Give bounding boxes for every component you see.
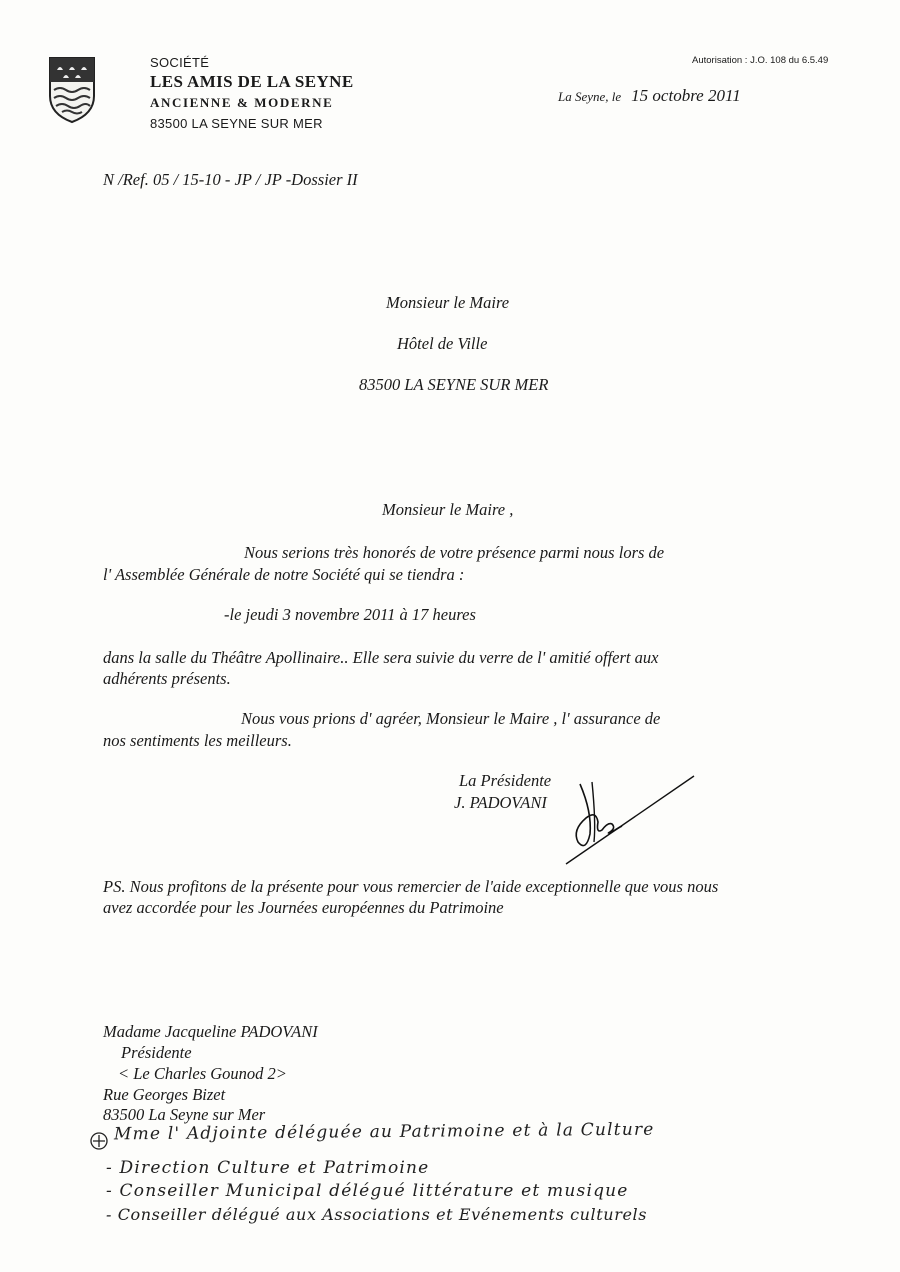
letterhead-name: LES AMIS DE LA SEYNE [150, 72, 354, 91]
sender-line4: Rue Georges Bizet [103, 1085, 226, 1104]
recipient-line3: 83500 LA SEYNE SUR MER [359, 375, 549, 394]
date-value: 15 octobre 2011 [631, 86, 741, 105]
body-p3-line2: nos sentiments les meilleurs. [103, 731, 292, 750]
sender-line3: < Le Charles Gounod 2> [118, 1064, 287, 1083]
body-p1-line1: Nous serions très honorés de votre présence parmi nous lors de [244, 543, 665, 562]
handwritten-signature [562, 772, 702, 872]
body-p2-line2: adhérents présents. [103, 669, 231, 688]
signature-title: La Présidente [459, 771, 552, 790]
handwritten-line4: - Conseiller délégué aux Associations et Evénements culturels [106, 1205, 648, 1224]
sender-line1: Madame Jacqueline PADOVANI [103, 1022, 318, 1041]
letterhead-address: 83500 LA SEYNE SUR MER [150, 116, 323, 131]
coat-of-arms-icon [48, 56, 96, 124]
ps-line2: avez accordée pour les Journées européennes du Patrimoine [103, 898, 504, 917]
body-p2-line1: dans la salle du Théâtre Apollinaire.. Elle sera suivie du verre de l' amitié offert aux [103, 648, 659, 667]
letterhead-societe: SOCIÉTÉ [150, 55, 210, 70]
recipient-line1: Monsieur le Maire [386, 293, 510, 312]
reference: N /Ref. 05 / 15-10 - JP / JP -Dossier II [103, 170, 358, 189]
authorization-note: Autorisation : J.O. 108 du 6.5.49 [692, 55, 829, 66]
ps-line1: PS. Nous profitons de la présente pour vous remercier de l'aide exceptionnelle que vous nous [103, 877, 719, 896]
handwritten-line1: Mme l' Adjointe déléguée au Patrimoine et à la Culture [113, 1119, 655, 1145]
recipient-line2: Hôtel de Ville [397, 334, 488, 353]
date-line [558, 86, 741, 106]
body-p3-line1: Nous vous prions d' agréer, Monsieur le Maire , l' assurance de [241, 709, 661, 728]
handwritten-line2: - Direction Culture et Patrimoine [106, 1158, 430, 1178]
date-place: La Seyne, le [558, 89, 622, 104]
event-line: -le jeudi 3 novembre 2011 à 17 heures [224, 605, 476, 624]
sender-line5: 83500 La Seyne sur Mer [103, 1105, 266, 1124]
sender-line2: Présidente [121, 1043, 192, 1062]
letterhead-subtitle: ANCIENNE & MODERNE [150, 95, 334, 110]
circled-plus-icon [88, 1130, 110, 1152]
handwritten-line3: - Conseiller Municipal délégué littérature et musique [106, 1181, 629, 1201]
signature-name: J. PADOVANI [454, 793, 547, 812]
salutation: Monsieur le Maire , [382, 500, 514, 519]
body-p1-line2: l' Assemblée Générale de notre Société qui se tiendra : [103, 565, 465, 584]
